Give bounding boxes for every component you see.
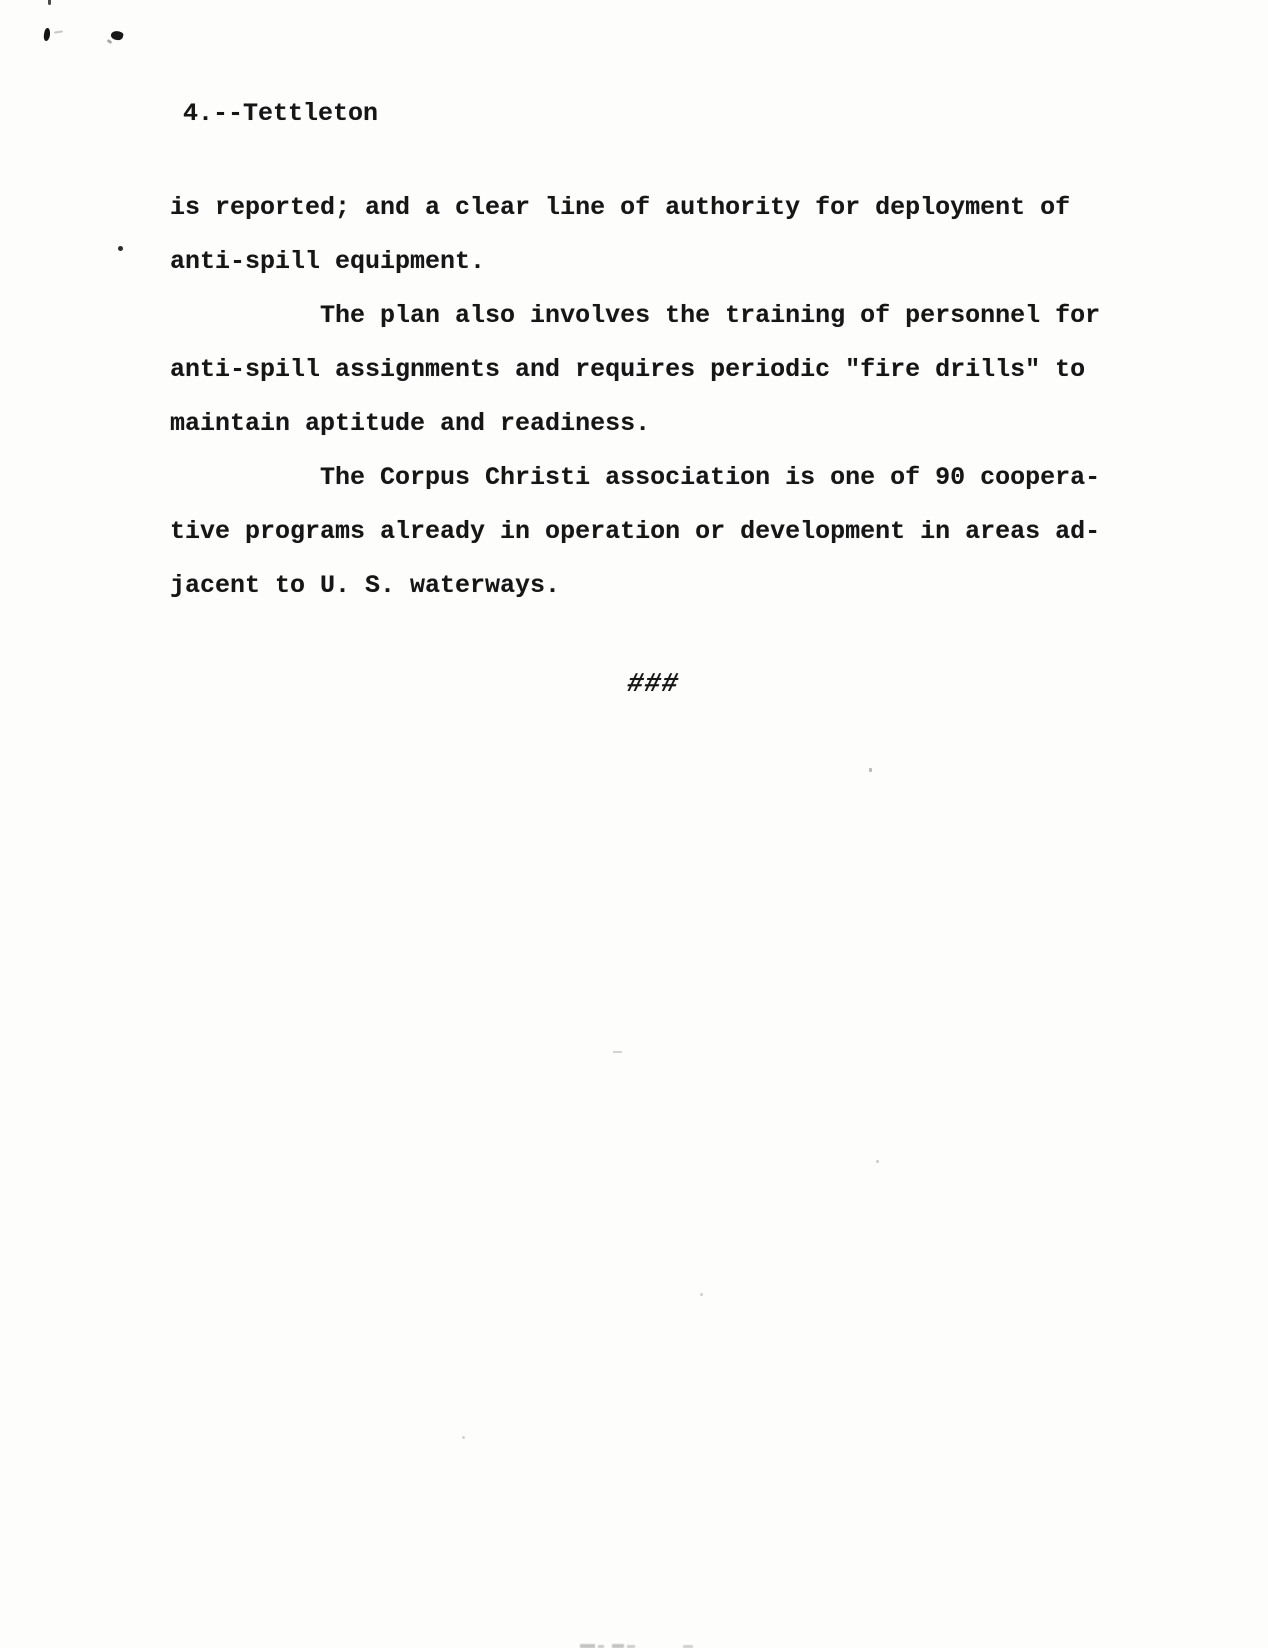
body-line: anti-spill equipment. bbox=[170, 247, 486, 276]
document-body bbox=[170, 181, 1100, 613]
ink-smudge bbox=[110, 29, 124, 41]
ink-smudge bbox=[54, 30, 63, 33]
body-line: tive programs already in operation or development in areas ad- bbox=[170, 517, 1101, 546]
cutoff-text-artifact bbox=[580, 1644, 595, 1648]
body-line: The Corpus Christi association is one of 90 coopera- bbox=[170, 463, 1101, 492]
ink-dot bbox=[118, 246, 123, 251]
ink-speck bbox=[876, 1160, 879, 1163]
ink-speck bbox=[462, 1436, 465, 1439]
ink-speck bbox=[48, 0, 51, 5]
page-header: 4.--Tettleton bbox=[183, 99, 379, 128]
body-line: The plan also involves the training of personnel for bbox=[170, 301, 1101, 330]
body-line: anti-spill assignments and requires periodic "fire drills" to bbox=[170, 355, 1086, 384]
ink-speck bbox=[613, 1051, 622, 1053]
body-line: is reported; and a clear line of authority for deployment of bbox=[170, 193, 1071, 222]
body-line: jacent to U. S. waterways. bbox=[170, 571, 561, 600]
ink-smudge bbox=[107, 39, 113, 44]
end-of-release-marker: ### bbox=[623, 670, 683, 700]
ink-speck bbox=[869, 768, 872, 772]
body-line: maintain aptitude and readiness. bbox=[170, 409, 651, 438]
cutoff-text-artifact bbox=[612, 1644, 624, 1648]
ink-smudge bbox=[43, 28, 51, 42]
ink-speck bbox=[700, 1293, 703, 1296]
